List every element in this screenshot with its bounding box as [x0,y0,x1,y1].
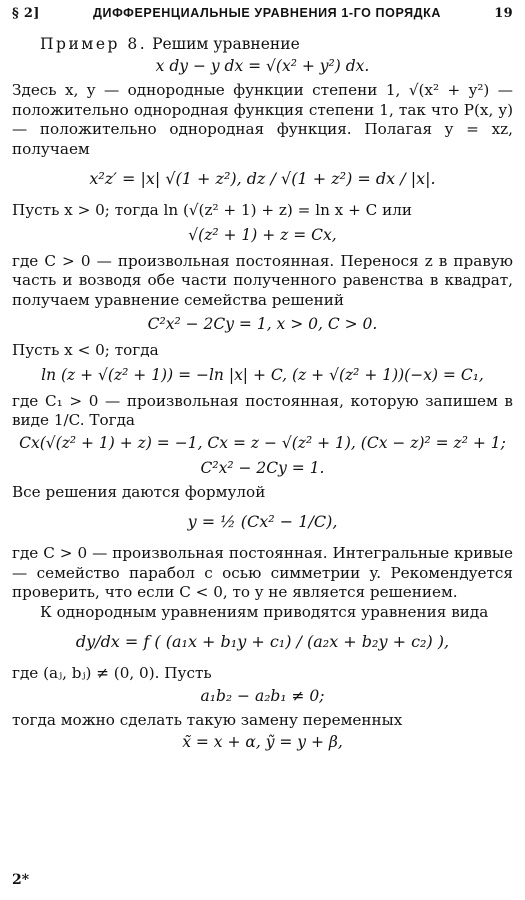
paragraph-5: где C₁ > 0 — произвольная постоянная, которую запишем в виде 1/C. Тогда [12,391,513,429]
paragraph-8: К однородным уравнениям приводятся уравнения вида [40,602,489,621]
paragraph-3: где C > 0 — произвольная постоянная. Перенося z в правую часть и возводя обе части полученного равенства в квадрат, получаем уравнение семейства решений [12,251,513,309]
page-number: 19 [494,6,513,21]
formula-8: y = ½ (Cx² − 1/C), [187,512,338,531]
section-marker: § 2] [12,6,40,21]
formula-11: x̃ = x + α, ỹ = y + β, [182,733,343,751]
chapter-title: ДИФФЕРЕНЦИАЛЬНЫЕ УРАВНЕНИЯ 1-ГО ПОРЯДКА [92,6,442,20]
example-text: Решим уравнение [152,35,300,53]
example-label: Пример 8. [40,35,148,53]
paragraph-1: Здесь x, y — однородные функции степени 1, √(x² + y²) — положительно однородная функция степени 1, так что P(x, y) — положительно однородная функция. Полагая y = xz, получаем [12,81,513,158]
formula-9: dy/dx = f ( (a₁x + b₁y + c₁) / (a₂x + b₂y + c₂) ), [75,632,450,651]
formula-7: C²x² − 2Cy = 1. [200,458,325,477]
paragraph-4: Пусть x < 0; тогда [12,341,159,359]
paragraph-6: Все решения даются формулой [12,482,266,501]
example-heading [12,34,513,54]
paragraph-10: тогда можно сделать такую замену переменных [12,710,403,729]
formula-10: a₁b₂ − a₂b₁ ≠ 0; [200,686,325,705]
paragraph-2: Пусть x > 0; тогда ln (√(z² + 1) + z) = ln x + C или [12,201,412,219]
paragraph-9: где (aⱼ, bⱼ) ≠ (0, 0). Пусть [12,664,212,682]
running-header [12,6,513,32]
formula-1: x dy − y dx = √(x² + y²) dx. [155,57,370,75]
formula-2: x²z′ = |x| √(1 + z²), dz / √(1 + z²) = dx / |x|. [89,169,436,188]
paragraph-7: где C > 0 — произвольная постоянная. Интегральные кривые — семейство парабол с осью симметрии y. Рекомендуется проверить, что если C < 0, то y не является решением. [12,544,513,601]
formula-6: Cx(√(z² + 1) + z) = −1, Cx = z − √(z² + 1), (Cx − z)² = z² + 1; [19,433,506,452]
signature-mark: 2* [12,872,30,888]
formula-4: C²x² − 2Cy = 1, x > 0, C > 0. [147,315,378,333]
formula-3: √(z² + 1) + z = Cx, [188,225,337,244]
formula-5: ln (z + √(z² + 1)) = −ln |x| + C, (z + √(z² + 1))(−x) = C₁, [41,365,484,384]
